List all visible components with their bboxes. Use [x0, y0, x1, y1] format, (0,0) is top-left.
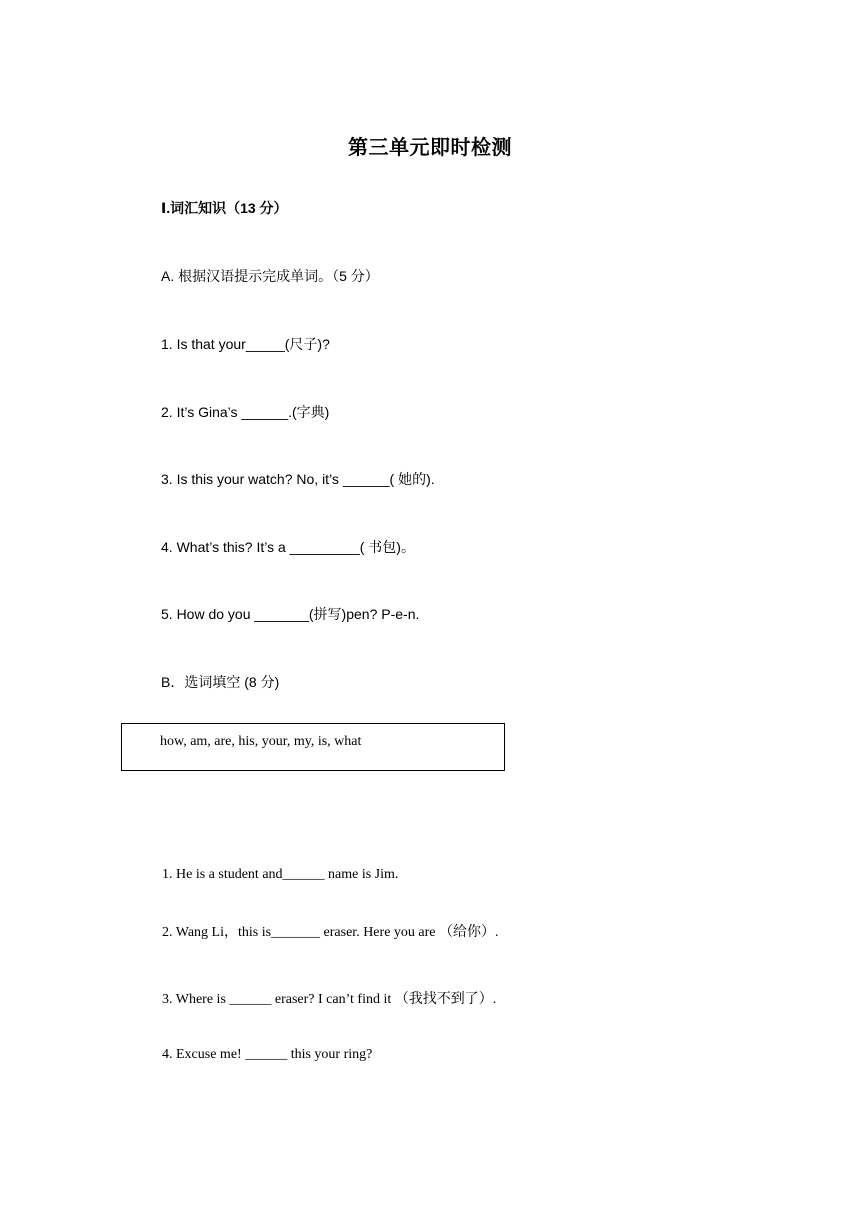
part-b-item-4: 4. Excuse me! ______ this your ring?	[162, 1047, 373, 1062]
part-b-item-1: 1. He is a student and______ name is Jim.	[162, 867, 399, 882]
page-title: 第三单元即时检测	[348, 137, 512, 159]
word-bank-box	[121, 723, 505, 771]
part-b-heading: B．选词填空 (8 分)	[161, 674, 280, 690]
part-a-item-1: 1. Is that your_____(尺子)?	[161, 336, 330, 352]
part-a-item-3: 3. Is this your watch? No, it’s ______( 她的).	[161, 471, 435, 487]
part-a-heading: A. 根据汉语提示完成单词。（5 分）	[161, 268, 379, 284]
part-a-item-4: 4. What’s this? It’s a _________( 书包)。	[161, 539, 415, 555]
part-a-item-2: 2. It’s Gina’s ______.(字典)	[161, 404, 330, 420]
part-a-item-5: 5. How do you _______(拼写)pen? P-e-n.	[161, 606, 420, 622]
section-heading-vocabulary: Ⅰ.词汇知识（13 分）	[161, 200, 288, 216]
part-b-item-2: 2. Wang Li，this is_______ eraser. Here you are （给你）.	[162, 925, 499, 940]
part-b-item-3: 3. Where is ______ eraser? I can’t find it （我找不到了）.	[162, 992, 497, 1007]
word-bank-text: how, am, are, his, your, my, is, what	[160, 734, 362, 749]
